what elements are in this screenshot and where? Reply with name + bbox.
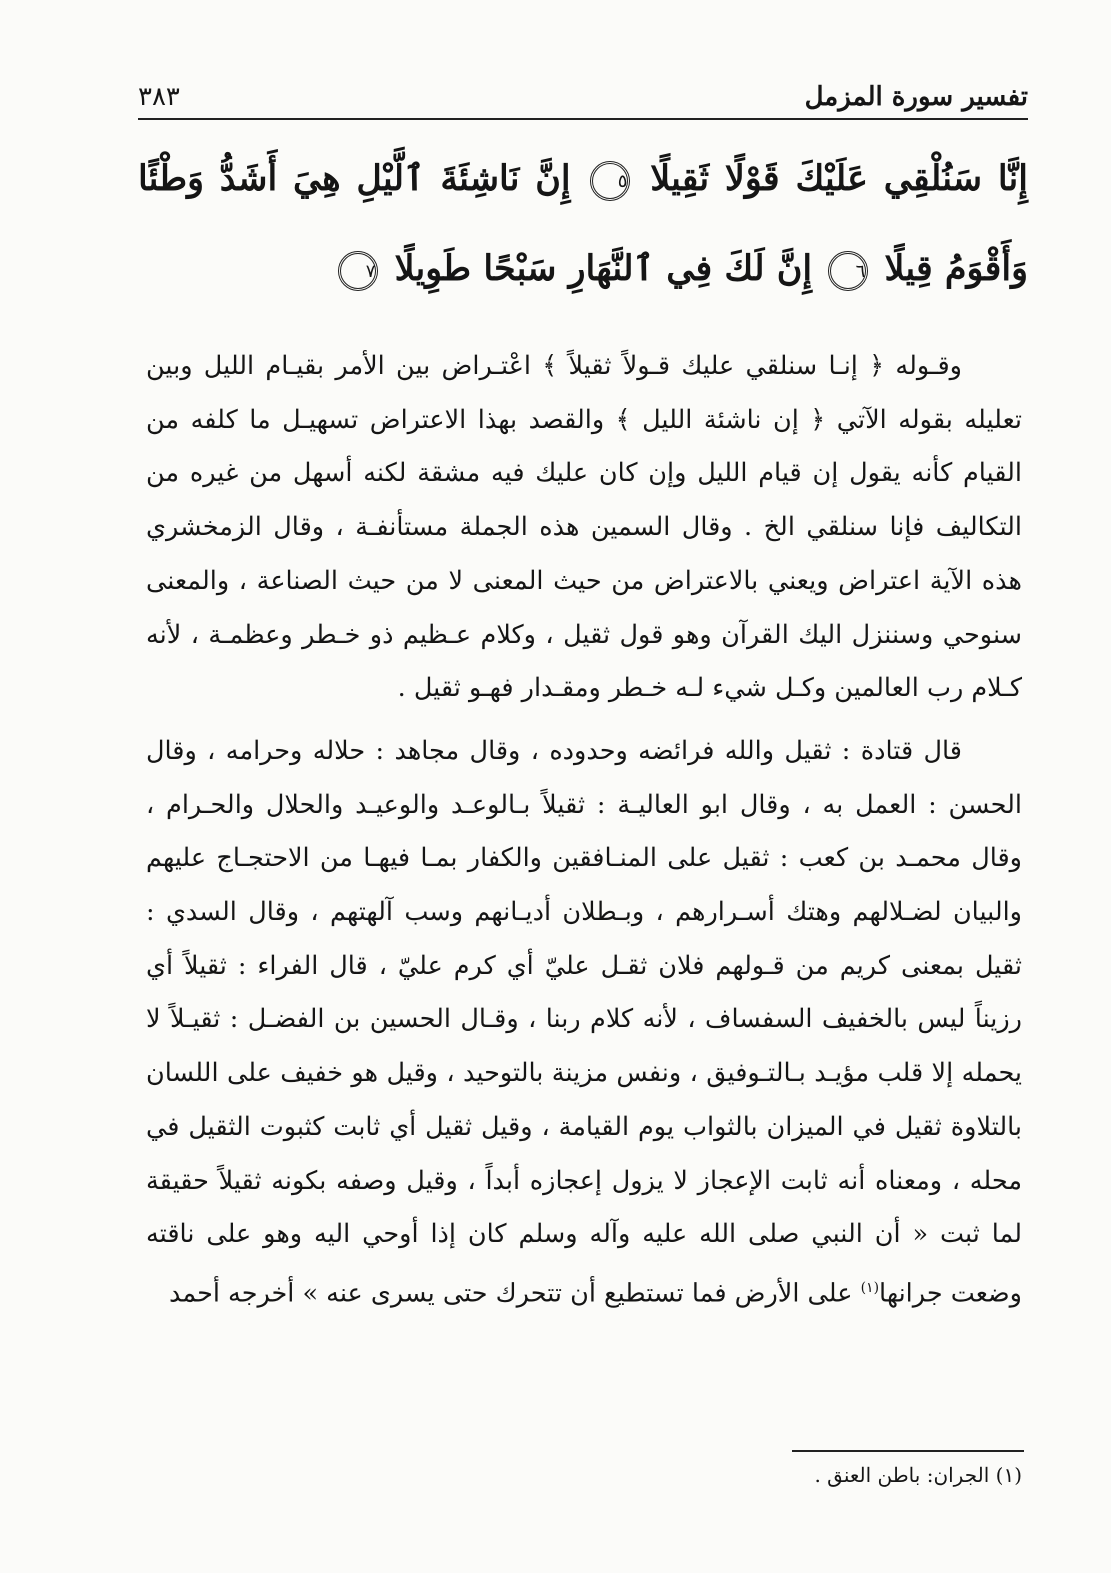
commentary-body: [146, 340, 1022, 1321]
page-number: ٣٨٣: [138, 82, 180, 112]
paragraph-1: وقـوله ﴿ إنـا سنلقي عليك قـولاً ثقيلاً ﴾ اعْتـراض بين الأمر بقيـام الليل وبين تعليله بقوله الآتي ﴿ إن ناشئة الليل ﴾ والقصد بهذا الاعتراض تسهيـل ما كلفه من القيام كأنه يقول إن قيام الليل وإن كان عليك فيه مشقة لكنه أسهل من غيره من التكاليف فإنا سنلقي الخ . وقال السمين هذه الجملة مستأنفـة ، وقال الزمخشري هذه الآية اعتراض ويعني بالاعتراض من حيث المعنى لا من حيث الصناعة ، والمعنى سنوحي وسننزل اليك القرآن وهو قول ثقيل ، وكلام عـظيم ذو خـطر وعظمـة ، لأنه كـلام رب العالمين وكـل شيء لـه خـطر ومقـدار فهـو ثقيل .: [146, 351, 1022, 704]
page-header: [138, 78, 1028, 120]
quran-verses: [138, 134, 1028, 314]
verse-6-marker: ٦: [828, 251, 868, 291]
paragraph-2-text: قال قتادة : ثقيل والله فرائضه وحدوده ، وقال مجاهد : حلاله وحرامه ، وقال الحسن : العمل به ، وقال ابو العاليـة : ثقيلاً بـالوعـد والوعيـد والحلال والحـرام ، وقال محمـد بن كعب : ثقيل على المنـافقين والكفار بمـا فيهـا من الاحتجـاج عليهم والبيان لضـلالهم وهتك أسـرارهم ، وبـطلان أديـانهم وسب آلهتهم ، وقال السدي : ثقيل بمعنى كريم من قـولهم فلان ثقـل عليّ أي كرم عليّ ، قال الفراء : ثقيلاً أي رزيناً ليس بالخفيف السفساف ، لأنه كلام ربنا ، وقـال الحسين بن الفضـل : ثقيـلاً لا يحمله إلا قلب مؤيـد بـالتـوفيق ، ونفس مزينة بالتوحيد ، وقيل هو خفيف على اللسان بالتلاوة ثقيل في الميزان بالثواب يوم القيامة ، وقيل ثقيل أي ثابت كثبوت الثقيل في محله ، ومعناه أنه ثابت الإعجاز لا يزول إعجازه أبداً ، وقيل وصفه بكونه ثقيلاً حقيقة لما ثبت « أن النبي صلى الله عليه وآله وسلم كان إذا أوحي اليه وهو على ناقته وضعت جرانها: [146, 735, 1022, 1309]
verse-7-text: إِنَّ لَكَ فِي ٱلنَّهَارِ سَبْحًا طَوِيلًا: [394, 248, 813, 289]
paragraph-2-continuation: على الأرض فما تستطيع أن تتحرك حتى يسرى عنه » أخرجه أحمد: [168, 1278, 861, 1309]
running-title: تفسير سورة المزمل: [804, 82, 1028, 112]
verse-6-text: إِنَّ نَاشِئَةَ ٱلَّيْلِ هِيَ أَشَدُّ وَطْئًا وَأَقْوَمُ قِيلًا: [138, 158, 1028, 289]
paragraph-2: [146, 725, 1022, 1321]
verse-5-text: إِنَّا سَنُلْقِي عَلَيْكَ قَوْلًا ثَقِيلًا: [650, 158, 1029, 199]
verse-5-marker: ٥: [590, 161, 630, 201]
footnote-reference: (١): [860, 1279, 880, 1296]
footnote: (١) الجران: باطن العنق .: [814, 1463, 1022, 1487]
verse-7-marker: ٧: [338, 251, 378, 291]
footnote-divider: [792, 1450, 1024, 1452]
